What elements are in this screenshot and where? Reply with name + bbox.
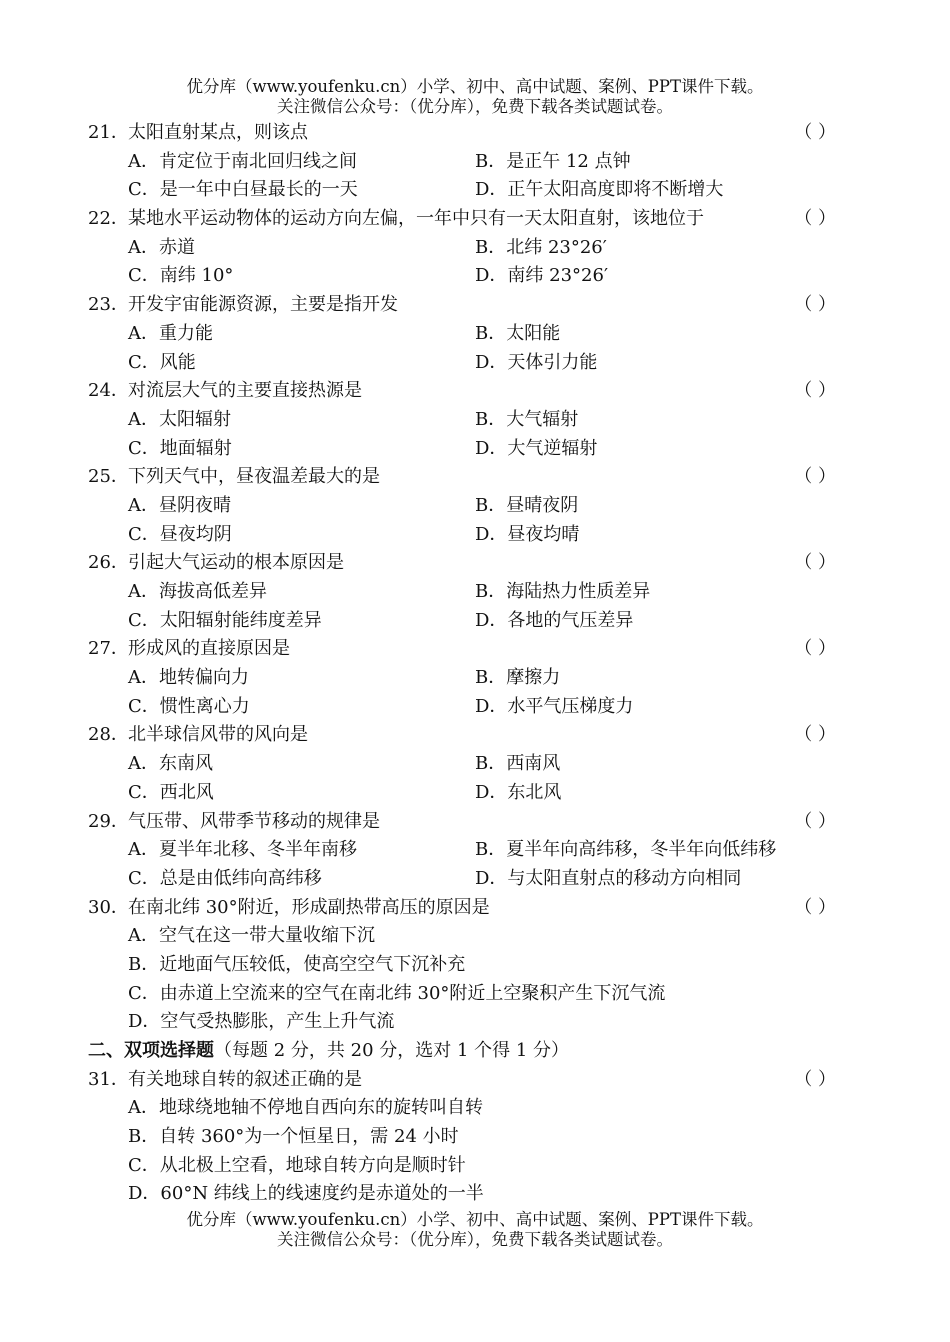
section-heading bbox=[88, 1037, 840, 1066]
options-row bbox=[88, 262, 840, 291]
answer-blank: （ ） bbox=[794, 552, 836, 574]
question-26 bbox=[88, 549, 840, 578]
option-c: C．南纬 10° bbox=[128, 265, 234, 287]
section-title: 二、双项选择题 bbox=[88, 1040, 214, 1061]
option-d: D．与太阳直射点的移动方向相同 bbox=[475, 867, 742, 889]
option-b: B．昼晴夜阴 bbox=[475, 494, 579, 516]
question-number: 30． bbox=[88, 896, 129, 918]
option-a: A．昼阴夜晴 bbox=[128, 494, 231, 516]
options-row bbox=[88, 951, 840, 980]
header-line-2: 关注微信公众号：（优分库），免费下载各类试题试卷。 bbox=[277, 97, 673, 116]
question-stem: 有关地球自转的叙述正确的是 bbox=[128, 1068, 362, 1090]
question-number: 24． bbox=[88, 380, 129, 402]
option-a: A．夏半年北移、冬半年南移 bbox=[128, 839, 357, 861]
options-row bbox=[88, 406, 840, 435]
options-row bbox=[88, 320, 840, 349]
option-a: A．地转偏向力 bbox=[128, 667, 249, 689]
options-row bbox=[88, 750, 840, 779]
question-stem: 下列天气中，昼夜温差最大的是 bbox=[128, 466, 380, 488]
options-row bbox=[88, 1123, 840, 1152]
page-header bbox=[0, 77, 950, 117]
options-row bbox=[88, 1008, 840, 1037]
question-21 bbox=[88, 119, 840, 148]
option-c: C．从北极上空看，地球自转方向是顺时针 bbox=[128, 1154, 466, 1176]
question-25 bbox=[88, 463, 840, 492]
options-row bbox=[88, 607, 840, 636]
question-29 bbox=[88, 808, 840, 837]
option-b: B．是正午 12 点钟 bbox=[475, 150, 631, 172]
answer-blank: （ ） bbox=[794, 380, 836, 402]
question-24 bbox=[88, 377, 840, 406]
options-row bbox=[88, 492, 840, 521]
option-d: D．空气受热膨胀，产生上升气流 bbox=[128, 1011, 395, 1033]
option-d: D．天体引力能 bbox=[475, 351, 598, 373]
question-30 bbox=[88, 894, 840, 923]
question-stem: 在南北纬 30°附近，形成副热带高压的原因是 bbox=[128, 896, 490, 918]
options-row bbox=[88, 922, 840, 951]
question-number: 31． bbox=[88, 1068, 129, 1090]
question-number: 23． bbox=[88, 294, 129, 316]
answer-blank: （ ） bbox=[794, 896, 836, 918]
option-d: D．大气逆辐射 bbox=[475, 437, 598, 459]
question-22 bbox=[88, 205, 840, 234]
option-a: A．肯定位于南北回归线之间 bbox=[128, 150, 357, 172]
option-a: A．地球绕地轴不停地自西向东的旋转叫自转 bbox=[128, 1097, 483, 1119]
answer-blank: （ ） bbox=[794, 724, 836, 746]
option-d: D．昼夜均晴 bbox=[475, 523, 580, 545]
option-b: B．自转 360°为一个恒星日，需 24 小时 bbox=[128, 1126, 459, 1148]
options-row bbox=[88, 693, 840, 722]
option-c: C．风能 bbox=[128, 351, 196, 373]
question-23 bbox=[88, 291, 840, 320]
option-c: C．西北风 bbox=[128, 781, 214, 803]
footer-line-1: 优分库（www.youfenku.cn）小学、初中、高中试题、案例、PPT课件下载。 bbox=[186, 1210, 764, 1229]
option-c: C．太阳辐射能纬度差异 bbox=[128, 609, 322, 631]
options-row bbox=[88, 664, 840, 693]
question-number: 21． bbox=[88, 122, 129, 143]
option-d: D．东北风 bbox=[475, 781, 562, 803]
option-c: C．昼夜均阴 bbox=[128, 523, 232, 545]
question-number: 22． bbox=[88, 208, 129, 230]
option-d: D．60°N 纬线上的线速度约是赤道处的一半 bbox=[128, 1183, 484, 1205]
options-row bbox=[88, 578, 840, 607]
page-footer bbox=[0, 1210, 950, 1250]
option-a: A．赤道 bbox=[128, 236, 195, 258]
options-row bbox=[88, 435, 840, 464]
option-a: A．空气在这一带大量收缩下沉 bbox=[128, 925, 375, 947]
options-row bbox=[88, 836, 840, 865]
question-number: 29． bbox=[88, 810, 129, 832]
option-a: A．重力能 bbox=[128, 322, 213, 344]
option-d: D．南纬 23°26′ bbox=[475, 265, 609, 287]
header-line-1: 优分库（www.youfenku.cn）小学、初中、高中试题、案例、PPT课件下载。 bbox=[186, 77, 764, 96]
question-stem: 北半球信风带的风向是 bbox=[128, 724, 308, 746]
answer-blank: （ ） bbox=[794, 1068, 836, 1090]
option-b: B．近地面气压较低，使高空空气下沉补充 bbox=[128, 953, 466, 975]
options-row bbox=[88, 1180, 840, 1209]
option-d: D．各地的气压差异 bbox=[475, 609, 634, 631]
question-28 bbox=[88, 721, 840, 750]
option-c: C．由赤道上空流来的空气在南北纬 30°附近上空聚积产生下沉气流 bbox=[128, 982, 666, 1004]
question-stem: 太阳直射某点，则该点 bbox=[128, 122, 308, 143]
question-stem: 引起大气运动的根本原因是 bbox=[128, 552, 344, 574]
option-a: A．东南风 bbox=[128, 753, 213, 775]
option-c: C．地面辐射 bbox=[128, 437, 232, 459]
option-b: B．夏半年向高纬移，冬半年向低纬移 bbox=[475, 839, 777, 861]
question-stem: 气压带、风带季节移动的规律是 bbox=[128, 810, 380, 832]
option-d: D．正午太阳高度即将不断增大 bbox=[475, 179, 724, 201]
question-number: 26． bbox=[88, 552, 129, 574]
answer-blank: （ ） bbox=[794, 810, 836, 832]
option-b: B．西南风 bbox=[475, 753, 561, 775]
option-b: B．北纬 23°26′ bbox=[475, 236, 607, 258]
option-b: B．摩擦力 bbox=[475, 667, 561, 689]
options-row bbox=[88, 148, 840, 177]
option-c: C．总是由低纬向高纬移 bbox=[128, 867, 322, 889]
answer-blank: （ ） bbox=[794, 638, 836, 660]
options-row bbox=[88, 980, 840, 1009]
options-row bbox=[88, 1152, 840, 1181]
options-row bbox=[88, 176, 840, 205]
options-row bbox=[88, 521, 840, 550]
question-stem: 开发宇宙能源资源，主要是指开发 bbox=[128, 294, 398, 316]
option-a: A．海拔高低差异 bbox=[128, 581, 267, 602]
answer-blank: （ ） bbox=[794, 294, 836, 316]
options-row bbox=[88, 234, 840, 263]
question-number: 28． bbox=[88, 724, 129, 746]
section-note: （每题 2 分，共 20 分，选对 1 个得 1 分） bbox=[214, 1040, 570, 1061]
options-row bbox=[88, 779, 840, 808]
option-c: C．是一年中白昼最长的一天 bbox=[128, 179, 358, 201]
option-d: D．水平气压梯度力 bbox=[475, 695, 634, 717]
options-row bbox=[88, 865, 840, 894]
option-c: C．惯性离心力 bbox=[128, 695, 250, 717]
question-number: 27． bbox=[88, 638, 129, 660]
question-stem: 某地水平运动物体的运动方向左偏，一年中只有一天太阳直射，该地位于 bbox=[128, 208, 704, 230]
question-stem: 对流层大气的主要直接热源是 bbox=[128, 380, 362, 402]
footer-line-2: 关注微信公众号：（优分库），免费下载各类试题试卷。 bbox=[277, 1230, 673, 1249]
question-stem: 形成风的直接原因是 bbox=[128, 638, 290, 660]
question-31 bbox=[88, 1066, 840, 1095]
options-row bbox=[88, 1094, 840, 1123]
option-a: A．太阳辐射 bbox=[128, 408, 231, 430]
question-list bbox=[88, 119, 840, 1209]
option-b: B．海陆热力性质差异 bbox=[475, 581, 651, 602]
option-b: B．太阳能 bbox=[475, 322, 561, 344]
question-27 bbox=[88, 635, 840, 664]
options-row bbox=[88, 349, 840, 378]
question-number: 25． bbox=[88, 466, 129, 488]
answer-blank: （ ） bbox=[794, 122, 836, 143]
option-b: B．大气辐射 bbox=[475, 408, 579, 430]
answer-blank: （ ） bbox=[794, 208, 836, 230]
answer-blank: （ ） bbox=[794, 466, 836, 488]
